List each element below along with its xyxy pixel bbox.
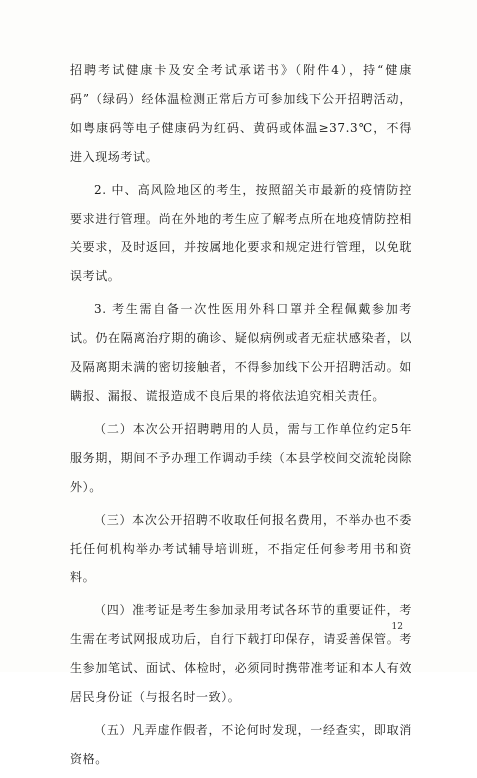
paragraph-fraud: （五）凡弄虚作假者，不论何时发现，一经查实，即取消资格。 bbox=[70, 722, 412, 766]
paragraph-no-fees: （三）本次公开招聘不收取任何报名费用，不举办也不委托任何机构举办考试辅导培训班，不指定任何参考用书和资料。 bbox=[70, 512, 412, 585]
paragraph-health-code: 招聘考试健康卡及安全考试承诺书》（附件4），持“健康码”（绿码）经体温检测正常后方可参加线下公开招聘活动，如粤康码等电子健康码为红码、黄码或体温≥37.3℃，不得进入现场考试。 bbox=[70, 63, 412, 164]
paragraph-admission-ticket: （四）准考证是考生参加录用考试各环节的重要证件，考生需在考试网报成功后，自行下载打印保存，请妥善保管。考生参加笔试、面试、体检时，必须同时携带准考证和本人有效居民身份证（与报名时一致）。 bbox=[70, 603, 412, 705]
paragraph-service-period: （二）本次公开招聘聘用的人员，需与工作单位约定5年服务期，期间不予办理工作调动手续（本县学校间交流轮岗除外）。 bbox=[70, 421, 412, 494]
document-body bbox=[70, 56, 412, 778]
paragraph-risk-area: 2. 中、高风险地区的考生，按照韶关市最新的疫情防控要求进行管理。尚在外地的考生应了解考点所在地疫情防控相关要求，及时返回，并按属地化要求和规定进行管理，以免耽误考试。 bbox=[70, 182, 412, 284]
paragraph-mask: 3. 考生需自备一次性医用外科口罩并全程佩戴参加考试。仍在隔离治疗期的确诊、疑似病例或者无症状感染者，以及隔离期未满的密切接触者，不得参加线下公开招聘活动。如瞒报、漏报、谎报造成不良后果的将依法追究相关责任。 bbox=[70, 302, 412, 403]
page-number: 12 bbox=[391, 622, 403, 632]
